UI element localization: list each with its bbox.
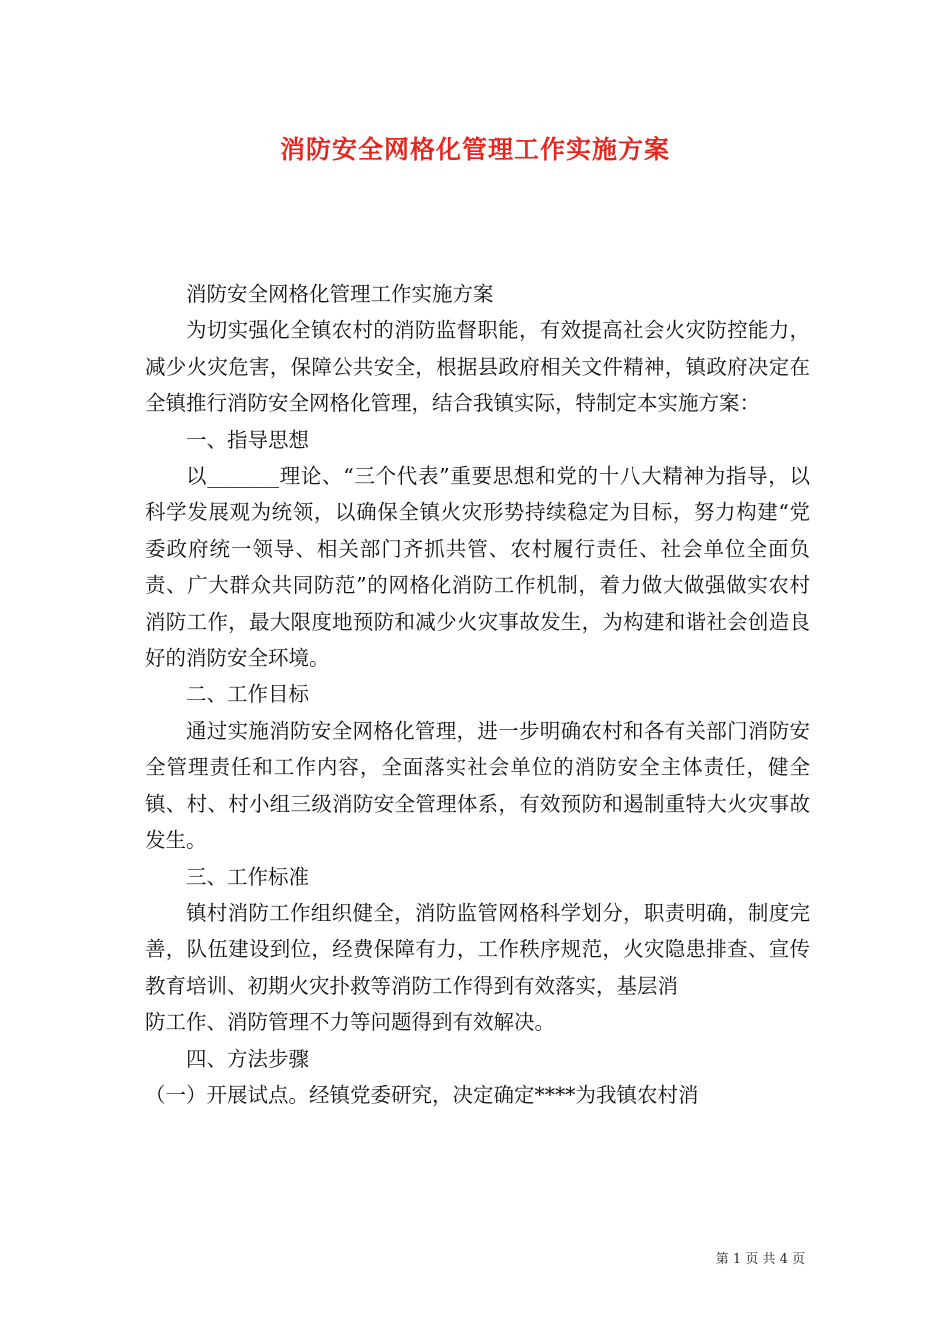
paragraph-pilot: （一）开展试点。经镇党委研究，决定确定****为我镇农村消 bbox=[145, 1082, 699, 1107]
page-title: 消防安全网格化管理工作实施方案 bbox=[279, 135, 670, 164]
document-body bbox=[145, 276, 810, 1113]
paragraph-guiding-ideology: 以_______理论、“三个代表”重要思想和党的十八大精神为指导，以科学发展观为统领，以确保全镇火灾形势持续稳定为目标，努力构建“党委政府统一领导、相关部门齐抓共管、农村履行责任、社会单位全面负责、广大群众共同防范”的网格化消防工作机制，着力做大做强做实农村消防工作，最大限度地预防和减少火灾事故发生，为构建和谐社会创造良好的消防安全环境。 bbox=[145, 464, 810, 671]
heading-work-goals: 二、工作目标 bbox=[186, 682, 309, 707]
paragraph-work-standards: 镇村消防工作组织健全，消防监管网格科学划分，职责明确，制度完善，队伍建设到位，经费保障有力，工作秩序规范，火灾隐患排查、宣传教育培训、初期火灾扑救等消防工作得到有效落实，基层消 bbox=[145, 900, 810, 998]
paragraph-work-goals: 通过实施消防安全网格化管理，进一步明确农村和各有关部门消防安全管理责任和工作内容，全面落实社会单位的消防安全主体责任，健全镇、村、村小组三级消防安全管理体系，有效预防和遏制重特大火灾事故发生。 bbox=[145, 718, 810, 853]
heading-work-standards: 三、工作标准 bbox=[186, 864, 309, 889]
paragraph-subtitle: 消防安全网格化管理工作实施方案 bbox=[186, 282, 494, 306]
paragraph-work-standards-cont: 防工作、消防管理不力等问题得到有效解决。 bbox=[145, 1010, 555, 1035]
heading-guiding-ideology: 一、指导思想 bbox=[186, 427, 309, 452]
paragraph-intro: 为切实强化全镇农村的消防监督职能，有效提高社会火灾防控能力，减少火灾危害，保障公共安全，根据县政府相关文件精神，镇政府决定在全镇推行消防安全网格化管理，结合我镇实际，特制定本实施方案： bbox=[145, 318, 810, 416]
heading-methods-steps: 四、方法步骤 bbox=[186, 1046, 309, 1071]
page-number-footer: 第 1 页 共 4 页 bbox=[715, 1252, 805, 1267]
